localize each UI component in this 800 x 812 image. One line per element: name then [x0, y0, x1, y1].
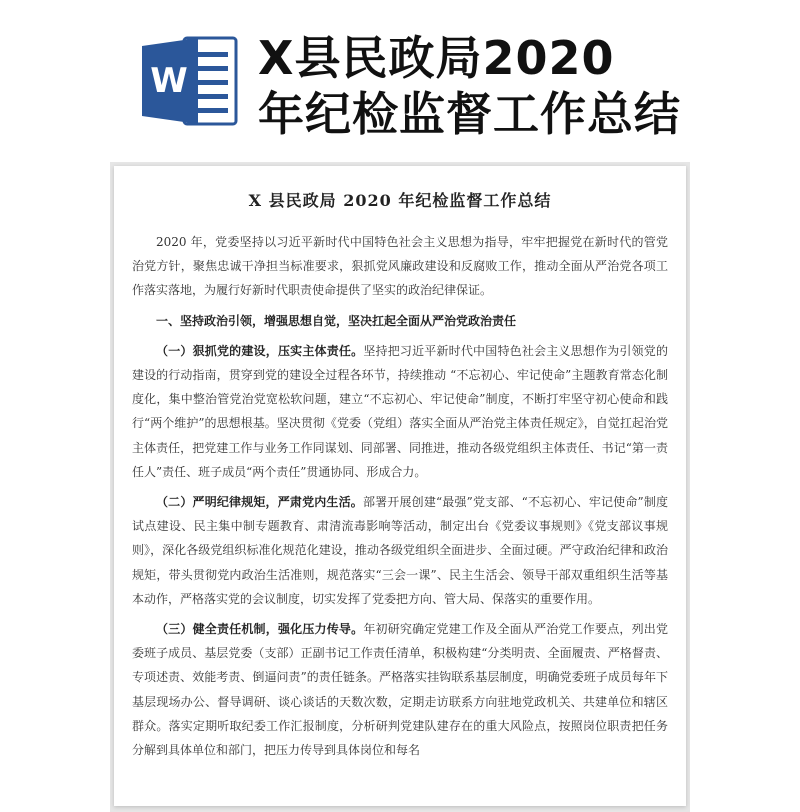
word-icon-letter: W	[150, 61, 188, 101]
subsection-text: 坚持把习近平新时代中国特色社会主义思想作为引领党的建设的行动指南，贯穿到党的建设全过程各环节，持续推动 “不忘初心、牢记使命”主题教育常态化制度化，集中整治管党治党宽松软问题，建立“不忘初心、牢记使命”制度，不断打牢坚守初心使命和践行“两个维护”的思想根基。坚决贯彻《党委（党组）落实全面从严治党主体责任规定》，自觉扛起治党主体责任，把党建工作与业务工作同谋划、同部署、同推进，推动各级党组织主体责任、书记“第一责任人”责任、班子成员“两个责任”贯通协同、形成合力。	[132, 343, 668, 479]
subsection-lead: （二）严明纪律规矩，严肃党内生活。	[156, 495, 363, 510]
subsection-paragraph	[132, 617, 668, 762]
section-heading: 一、坚持政治引领，增强思想自觉，坚决扛起全面从严治党政治责任	[156, 313, 517, 328]
title-line-1: X县民政局2020	[258, 31, 615, 85]
intro-paragraph: 2020 年，党委坚持以习近平新时代中国特色社会主义思想为指导，牢牢把握党在新时代的管党治党方针，聚焦忠诚干净担当标准要求，狠抓党风廉政建设和反腐败工作，推动全面从严治党各项工作落实落地，为履行好新时代职责使命提供了坚实的政治纪律保证。	[132, 235, 668, 298]
subsection-text: 年初研究确定党建工作及全面从严治党工作要点，列出党委班子成员、基层党委（支部）正副书记工作责任清单，积极构建“分类明责、全面履责、严格督责、专项述责、效能考责、倒逼问责”的责任链条。严格落实挂钩联系基层制度，明确党委班子成员每年下基层现场办公、督导调研、谈心谈话的天数次数，定期走访联系方向驻地党政机关、共建单位和辖区群众。落实定期听取纪委工作汇报制度，分析研判党建队建存在的重大风险点，按照岗位职责把任务分解到具体单位和部门，把压力传导到具体岗位和每名	[132, 622, 668, 758]
document-body	[132, 230, 668, 768]
subsection-lead: （三）健全责任机制，强化压力传导。	[156, 622, 364, 637]
subsection-lead: （一）狠抓党的建设，压实主体责任。	[156, 343, 364, 358]
subsection-paragraph	[132, 339, 668, 484]
title-line-2: 年纪检监督工作总结	[258, 87, 681, 141]
subsection-paragraph	[132, 490, 668, 611]
header	[0, 0, 800, 160]
word-doc-icon	[140, 36, 240, 126]
page-title	[258, 30, 681, 142]
subsection-text: 部署开展创建“最强”党支部、“不忘初心、牢记使命”制度试点建设、民主集中制专题教育、肃清流毒影响等活动，制定出台《党委议事规则》《党支部议事规则》，深化各级党组织标准化规范化建设，推动各级党组织全面进步、全面过硬。严守政治纪律和政治规矩，带头贯彻党内政治生活准则，规范落实“三会一课”、民主生活会、领导干部双重组织生活等基本动作，严格落实党的会议制度，切实发挥了党委把方向、管大局、保落实的重要作用。	[132, 495, 668, 606]
document-page	[114, 166, 686, 806]
document-title: X 县民政局 2020 年纪检监督工作总结	[248, 191, 552, 210]
